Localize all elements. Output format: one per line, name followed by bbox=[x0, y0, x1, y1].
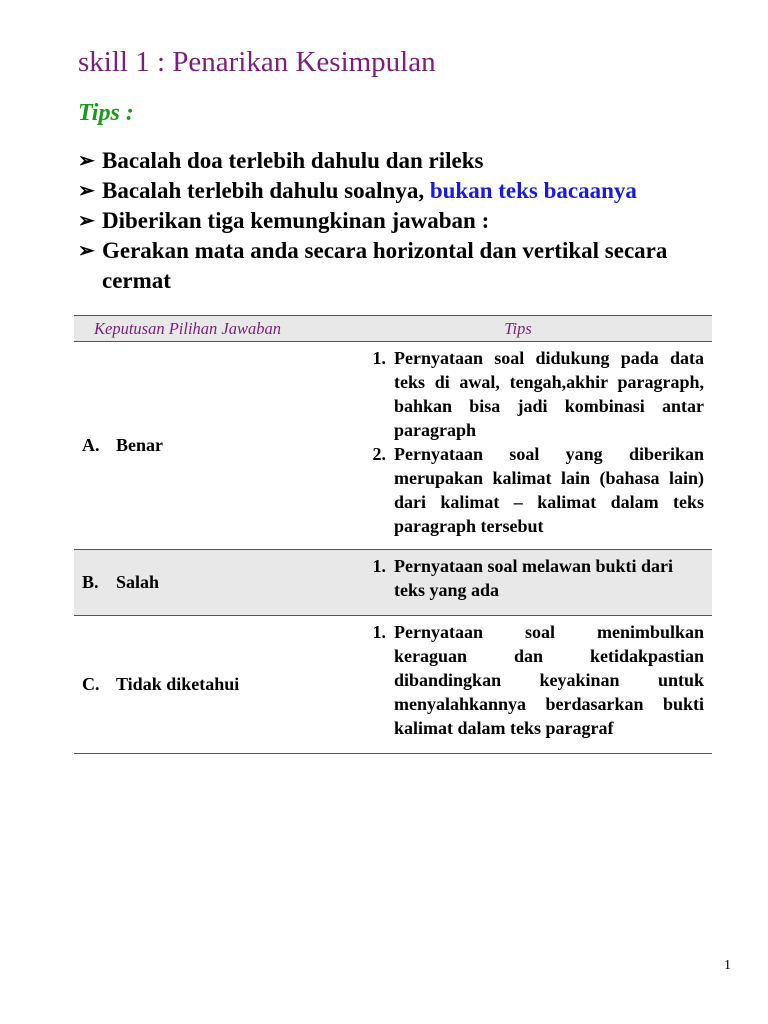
bullet-text: Bacalah terlebih dahulu soalnya, bbox=[102, 178, 430, 203]
tips-cell bbox=[352, 550, 712, 615]
decision-tips-table bbox=[74, 315, 712, 754]
bullet-text: Bacalah doa terlebih dahulu dan rileks bbox=[102, 148, 484, 173]
tip-text: Pernyataan soal didukung pada data teks di awal, tengah,akhir paragraph, bahkan bisa jadi kombinasi antar paragraph bbox=[394, 348, 704, 440]
option-letter: A. bbox=[82, 435, 100, 455]
option-label: Salah bbox=[116, 572, 160, 592]
option-letter: B. bbox=[82, 572, 99, 592]
table-row bbox=[74, 342, 712, 550]
tip-number: 2. bbox=[372, 444, 386, 464]
tip-item bbox=[352, 346, 704, 442]
tip-item bbox=[352, 442, 704, 538]
tip-text: Pernyataan soal melawan bukti dari teks yang ada bbox=[394, 556, 674, 600]
bullet-item bbox=[78, 146, 728, 176]
page-title: skill 1 : Penarikan Kesimpulan bbox=[78, 46, 436, 78]
header-decision: Keputusan Pilihan Jawaban bbox=[94, 318, 281, 338]
decision-cell bbox=[74, 342, 352, 549]
bullet-highlight-text: bukan teks bacaanya bbox=[429, 178, 637, 203]
bullet-item bbox=[78, 176, 728, 206]
page-number: 1 bbox=[724, 958, 731, 973]
decision-cell bbox=[74, 550, 352, 615]
tips-cell bbox=[352, 342, 712, 549]
tips-bullet-list bbox=[78, 146, 728, 296]
tip-item bbox=[352, 620, 704, 740]
bullet-text: Diberikan tiga kemungkinan jawaban : bbox=[102, 208, 490, 233]
table-row bbox=[74, 550, 712, 616]
header-tips: Tips bbox=[504, 318, 532, 338]
arrow-bullet-icon: ➢ bbox=[78, 180, 95, 202]
table-header bbox=[74, 316, 712, 342]
tip-text: Pernyataan soal menimbulkan keraguan dan ketidakpastian dibandingkan keyakinan untuk menyalahkannya berdasarkan bukti kalimat dalam teks paragraf bbox=[394, 622, 704, 738]
arrow-bullet-icon: ➢ bbox=[78, 210, 95, 232]
arrow-bullet-icon: ➢ bbox=[78, 150, 95, 172]
tips-heading: Tips : bbox=[78, 100, 134, 126]
tip-number: 1. bbox=[372, 348, 386, 368]
tips-cell bbox=[352, 616, 712, 753]
table-row bbox=[74, 616, 712, 753]
bullet-item bbox=[78, 236, 728, 296]
bullet-item bbox=[78, 206, 728, 236]
option-label: Tidak diketahui bbox=[116, 674, 240, 694]
tip-item bbox=[352, 554, 704, 602]
option-label: Benar bbox=[116, 435, 163, 455]
decision-cell bbox=[74, 616, 352, 753]
tip-number: 1. bbox=[372, 556, 386, 576]
option-letter: C. bbox=[82, 674, 100, 694]
tip-text: Pernyataan soal yang diberikan merupakan kalimat lain (bahasa lain) dari kalimat – kalimat dalam teks paragraph tersebut bbox=[394, 444, 704, 536]
arrow-bullet-icon: ➢ bbox=[78, 240, 95, 262]
bullet-text: Gerakan mata anda secara horizontal dan vertikal secara cermat bbox=[102, 238, 668, 293]
tip-number: 1. bbox=[372, 622, 386, 642]
